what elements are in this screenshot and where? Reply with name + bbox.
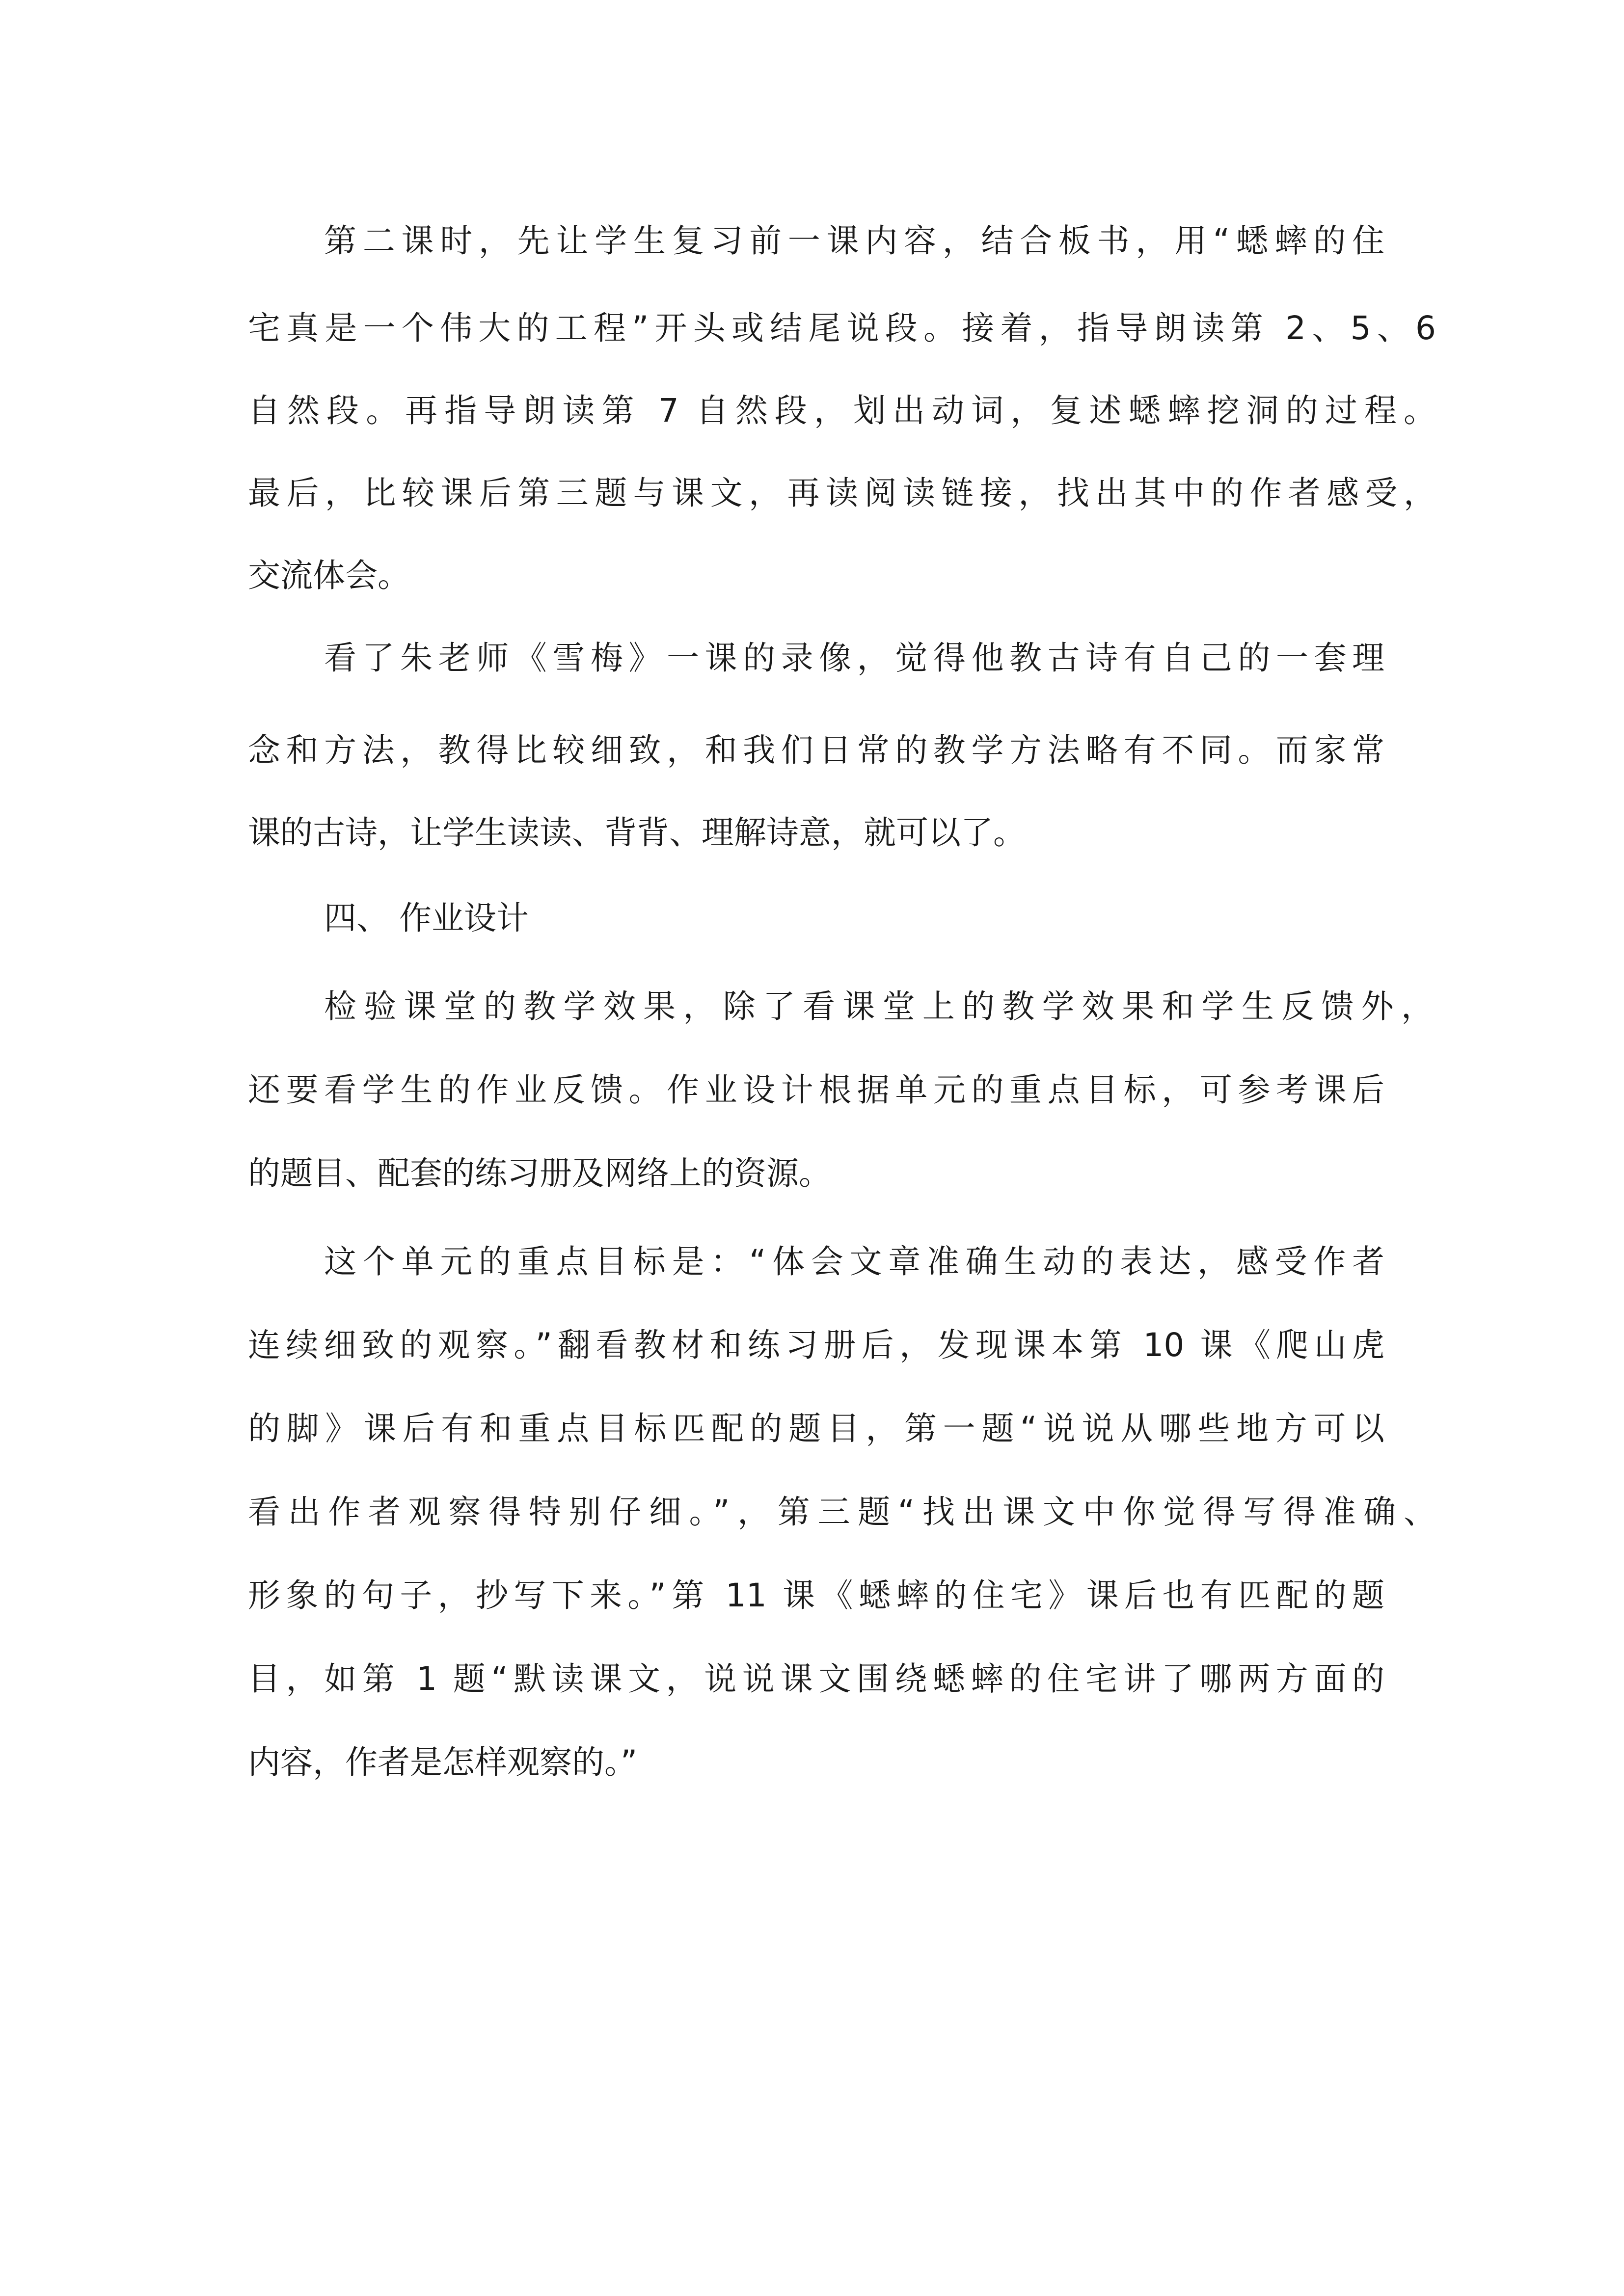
paragraph-3-line-2: 还要看学生的作业反馈。作业设计根据单元的重点目标，可参考课后 (248, 1071, 1384, 1109)
paragraph-1-line-3: 自然段。再指导朗读第 7 自然段，划出动词，复述蟋蟀挖洞的过程。 (248, 392, 1436, 429)
paragraph-3-line-3: 的题目、配套的练习册及网络上的资源。 (248, 1154, 831, 1192)
paragraph-4-line-4: 看出作者观察得特别仔细。”，第三题“找出课文中你觉得写得准确、 (248, 1493, 1436, 1531)
paragraph-2-line-2: 念和方法，教得比较细致，和我们日常的教学方法略有不同。而家常 (248, 731, 1384, 769)
paragraph-4-line-6: 目，如第 1 题“默读课文，说说课文围绕蟋蟀的住宅讲了哪两方面的 (248, 1660, 1384, 1698)
paragraph-4-line-5: 形象的句子，抄写下来。”第 11 课《蟋蟀的住宅》课后也有匹配的题 (248, 1576, 1384, 1614)
paragraph-4-line-7: 内容，作者是怎样观察的。” (248, 1743, 638, 1781)
section-heading: 四、 作业设计 (324, 899, 529, 937)
paragraph-4-line-3: 的脚》课后有和重点目标匹配的题目，第一题“说说从哪些地方可以 (248, 1410, 1384, 1447)
paragraph-4-line-1: 这个单元的重点目标是：“体会文章准确生动的表达，感受作者 (324, 1243, 1384, 1281)
paragraph-1-line-1: 第二课时，先让学生复习前一课内容，结合板书，用“蟋蟀的住 (324, 222, 1384, 260)
paragraph-2-line-1: 看了朱老师《雪梅》一课的录像，觉得他教古诗有自己的一套理 (324, 639, 1384, 677)
paragraph-2-line-3: 课的古诗，让学生读读、背背、理解诗意，就可以了。 (248, 814, 1026, 852)
paragraph-4-line-2: 连续细致的观察。”翻看教材和练习册后，发现课本第 10 课《爬山虎 (248, 1326, 1384, 1364)
paragraph-3-line-1: 检验课堂的教学效果，除了看课堂上的教学效果和学生反馈外， (324, 988, 1434, 1025)
paragraph-1-line-4: 最后，比较课后第三题与课文，再读阅读链接，找出其中的作者感受， (248, 474, 1436, 512)
paragraph-1-line-5: 交流体会。 (248, 557, 410, 594)
paragraph-1-line-2: 宅真是一个伟大的工程”开头或结尾说段。接着，指导朗读第 2、5、6 (248, 309, 1436, 347)
